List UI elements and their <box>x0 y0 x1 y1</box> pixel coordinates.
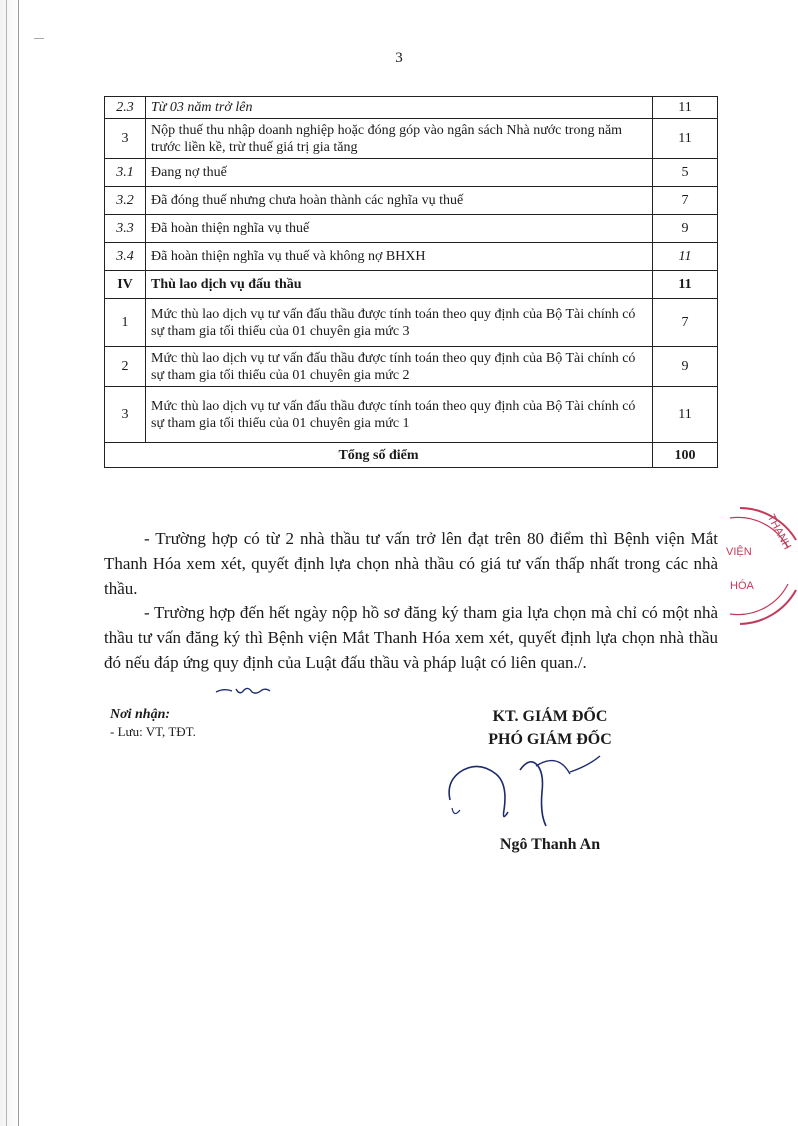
row-content: Đã hoàn thiện nghĩa vụ thuế và không nợ BHXH <box>146 243 653 271</box>
row-score: 7 <box>653 299 718 347</box>
row-number: 2.3 <box>105 97 146 119</box>
row-number: 3 <box>105 387 146 443</box>
row-score: 7 <box>653 187 718 215</box>
stamp-text-1: THANH <box>764 512 794 552</box>
row-score: 9 <box>653 215 718 243</box>
row-content: Đã đóng thuế nhưng chưa hoàn thành các nghĩa vụ thuế <box>146 187 653 215</box>
row-content: Đang nợ thuế <box>146 159 653 187</box>
row-score: 11 <box>653 271 718 299</box>
scoring-table <box>104 96 718 468</box>
recipients-item: - Lưu: VT, TĐT. <box>110 724 196 739</box>
table-row <box>105 159 718 187</box>
signature-title-1: KT. GIÁM ĐỐC <box>492 708 608 725</box>
row-content: Đã hoàn thiện nghĩa vụ thuế <box>146 215 653 243</box>
total-label: Tổng số điểm <box>105 443 653 468</box>
row-content: Mức thù lao dịch vụ tư vấn đấu thầu được tính toán theo quy định của Bộ Tài chính có sự tham gia tối thiểu của 01 chuyên gia mức 2 <box>146 347 653 387</box>
row-content: Thù lao dịch vụ đấu thầu <box>146 271 653 299</box>
table-row <box>105 387 718 443</box>
table-row <box>105 187 718 215</box>
row-score: 11 <box>653 243 718 271</box>
row-number: 3.4 <box>105 243 146 271</box>
table-row <box>105 243 718 271</box>
row-score: 11 <box>653 387 718 443</box>
total-row <box>105 443 718 468</box>
page-number: 3 <box>395 50 403 66</box>
table-row <box>105 347 718 387</box>
binder-edge <box>0 0 19 1126</box>
row-number: 3.1 <box>105 159 146 187</box>
row-number: 1 <box>105 299 146 347</box>
signature-title-2: PHÓ GIÁM ĐỐC <box>488 731 612 748</box>
stamp-text-3: HÓA <box>730 580 754 592</box>
signer-name: Ngô Thanh An <box>499 836 601 853</box>
row-score: 11 <box>653 119 718 159</box>
paragraph-2: - Trường hợp đến hết ngày nộp hồ sơ đăng ký tham gia lựa chọn mà chỉ có một nhà thầu tư vấn đăng ký thì Bệnh viện Mắt Thanh Hóa xem xét, quyết định lựa chọn nhà thầu đó nếu đáp ứng quy định của Luật đấu thầu và pháp luật có liên quan./. <box>104 603 718 672</box>
row-content: Mức thù lao dịch vụ tư vấn đấu thầu được tính toán theo quy định của Bộ Tài chính có sự tham gia tối thiểu của 01 chuyên gia mức 1 <box>146 387 653 443</box>
handwritten-signature <box>438 752 638 832</box>
official-stamp <box>700 500 798 635</box>
total-score: 100 <box>653 443 718 468</box>
paragraph-1: - Trường hợp có từ 2 nhà thầu tư vấn trở lên đạt trên 80 điểm thì Bệnh viện Mắt Thanh Hóa xem xét, quyết định lựa chọn nhà thầu có giá tư vấn thấp nhất trong các nhà thầu. <box>104 529 718 598</box>
row-content: Mức thù lao dịch vụ tư vấn đấu thầu được tính toán theo quy định của Bộ Tài chính có sự tham gia tối thiểu của 01 chuyên gia mức 3 <box>146 299 653 347</box>
table-row <box>105 215 718 243</box>
initial-mark <box>214 684 274 698</box>
row-number: IV <box>105 271 146 299</box>
row-score: 9 <box>653 347 718 387</box>
row-score: 11 <box>653 97 718 119</box>
row-number: 3.2 <box>105 187 146 215</box>
row-number: 3 <box>105 119 146 159</box>
stamp-text-2: VIỆN <box>726 546 752 558</box>
table-row <box>105 271 718 299</box>
row-content: Từ 03 năm trở lên <box>146 97 653 119</box>
table-row <box>105 299 718 347</box>
row-score: 5 <box>653 159 718 187</box>
recipients-title: Nơi nhận: <box>110 707 171 722</box>
table-row <box>105 97 718 119</box>
scan-mark <box>34 38 44 39</box>
table-row <box>105 119 718 159</box>
row-content: Nộp thuế thu nhập doanh nghiệp hoặc đóng góp vào ngân sách Nhà nước trong năm trước liền kề, trừ thuế giá trị gia tăng <box>146 119 653 159</box>
row-number: 2 <box>105 347 146 387</box>
row-number: 3.3 <box>105 215 146 243</box>
